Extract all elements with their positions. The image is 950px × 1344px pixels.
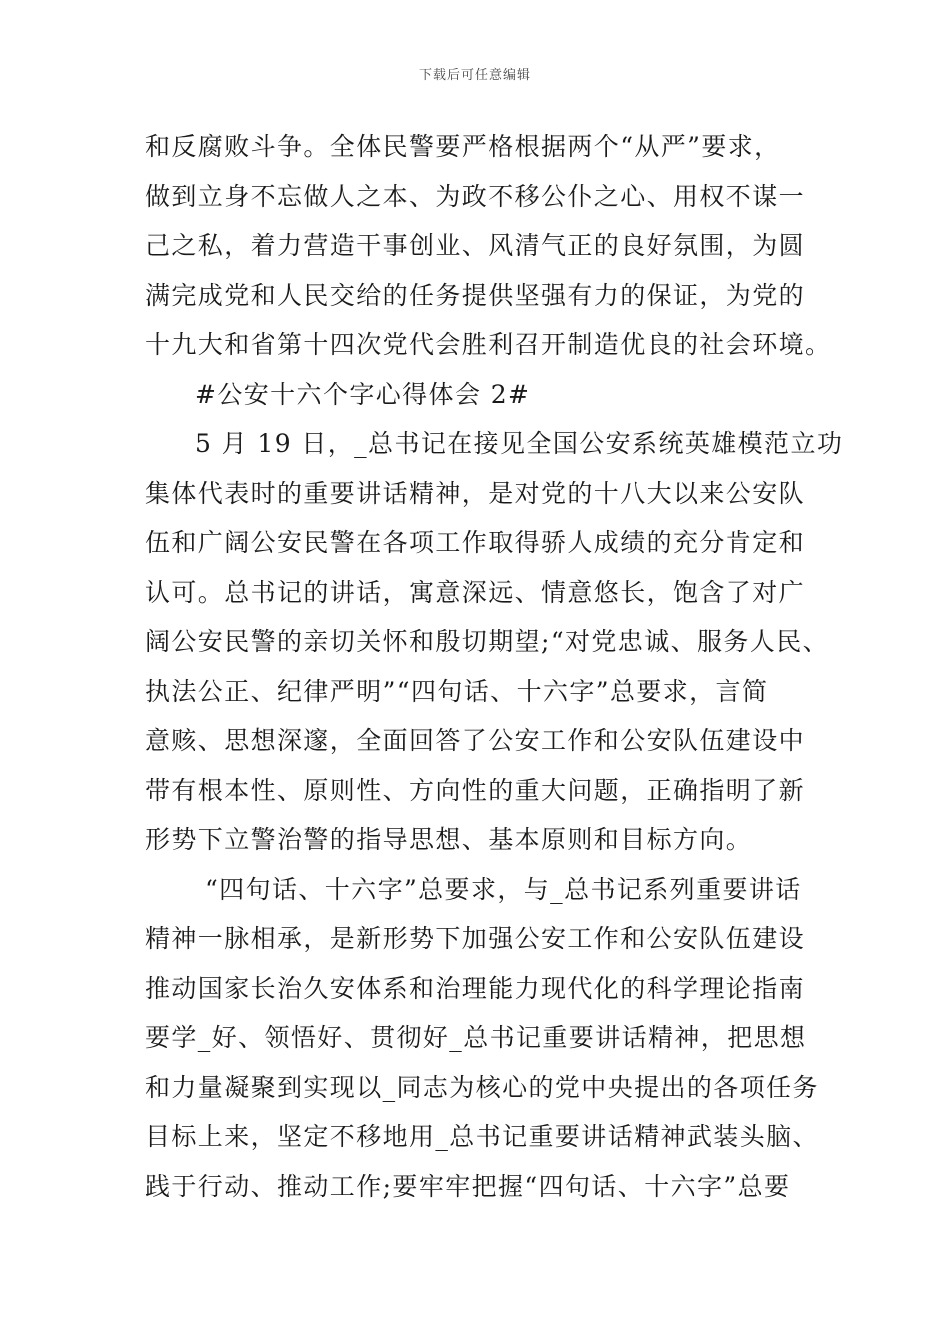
paragraph bbox=[145, 419, 844, 865]
text-line: 集体代表时的重要讲话精神，是对党的十八大以来公安队 bbox=[145, 478, 806, 508]
text-line: 伍和广阔公安民警在各项工作取得骄人成绩的充分肯定和 bbox=[145, 528, 806, 557]
text-line: 十九大和省第十四次党代会胜利召开制造优良的社会环境。 bbox=[145, 330, 832, 359]
text-line: 和力量凝聚到实现以_同志为核心的党中央提出的各项任务 bbox=[145, 1072, 819, 1102]
text-line: 和反腐败斗争。全体民警要严格根据两个“从严”要求， bbox=[145, 132, 781, 161]
text-line: 5 月 19 日，_总书记在接见全国公安系统英雄模范立功 bbox=[195, 429, 844, 458]
text-line: 认可。总书记的讲话，寓意深远、情意悠长，饱含了对广 bbox=[145, 577, 806, 607]
text-line: 意赅、思想深邃，全面回答了公安工作和公安队伍建设中 bbox=[145, 726, 806, 755]
text-line: 阔公安民警的亲切关怀和殷切期望;“对党忠诚、服务人民、 bbox=[145, 627, 830, 656]
text-line: “四句话、十六字”总要求，与_总书记系列重要讲话 bbox=[205, 874, 802, 904]
heading-line: #公安十六个字心得体会 2# bbox=[195, 379, 531, 409]
paragraph bbox=[145, 865, 825, 1212]
text-line: 做到立身不忘做人之本、为政不移公仆之心、用权不谋一 bbox=[145, 181, 806, 211]
text-line: 要学_好、领悟好、贯彻好_总书记重要讲话精神，把思想 bbox=[145, 1023, 807, 1052]
section-heading bbox=[145, 370, 825, 420]
text-line: 满完成党和人民交给的任务提供坚强有力的保证，为党的 bbox=[145, 280, 806, 310]
text-line: 形势下立警治警的指导思想、基本原则和目标方向。 bbox=[145, 825, 753, 854]
paragraph bbox=[145, 122, 832, 370]
text-line: 执法公正、纪律严明”“四句话、十六字”总要求，言简 bbox=[145, 676, 769, 706]
text-line: 践于行动、推动工作;要牢牢把握“四句话、十六字”总要 bbox=[145, 1171, 791, 1201]
document-body bbox=[145, 122, 844, 1211]
text-line: 目标上来，坚定不移地用_总书记重要讲话精神武装头脑、 bbox=[145, 1122, 819, 1151]
text-line: 己之私，着力营造干事创业、风清气正的良好氛围，为圆 bbox=[145, 231, 806, 260]
text-line: 带有根本性、原则性、方向性的重大问题，正确指明了新 bbox=[145, 775, 806, 805]
text-line: 推动国家长治久安体系和治理能力现代化的科学理论指南 bbox=[145, 973, 806, 1003]
text-line: 精神一脉相承，是新形势下加强公安工作和公安队伍建设 bbox=[145, 924, 806, 953]
page-header: 下载后可任意编辑 bbox=[418, 68, 531, 83]
